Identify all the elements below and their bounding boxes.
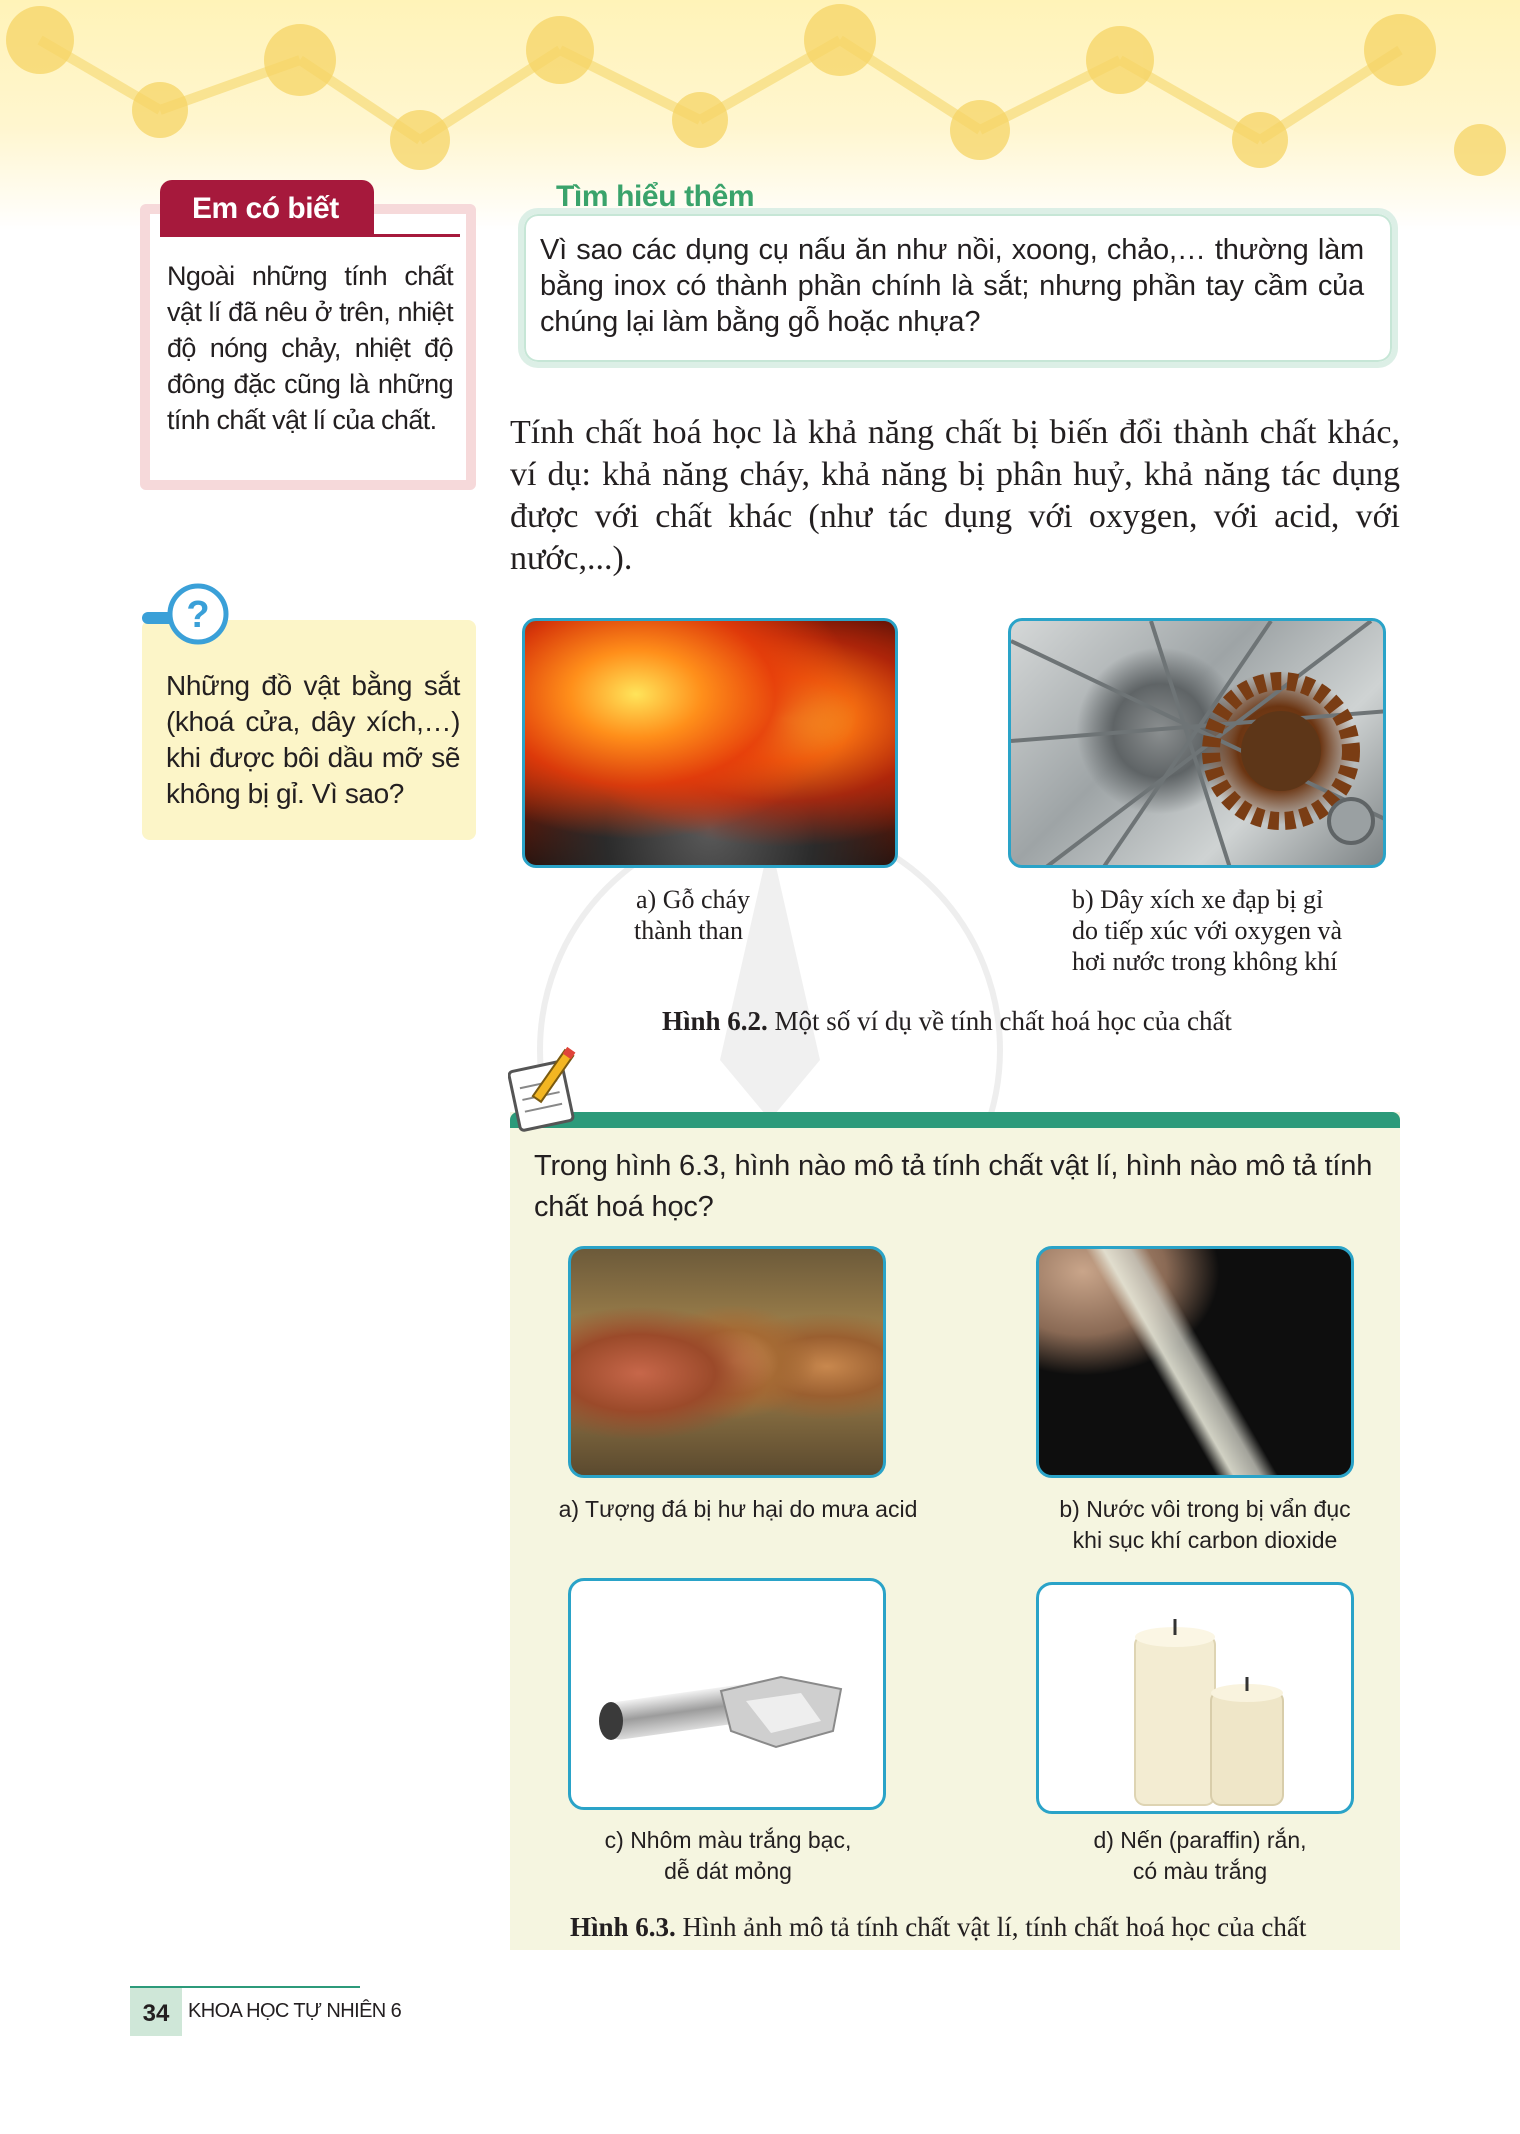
question-text: Những đồ vật bằng sắt (khoá cửa, dây xích,…) khi được bôi dầu mỡ sẽ không bị gỉ. Vì sao? <box>166 670 460 809</box>
cloudy-limewater-test-tube-photo <box>1036 1246 1354 1478</box>
fig-6-2a-caption-line1: a) Gỗ cháy <box>636 885 751 914</box>
eroded-stone-statue-photo <box>568 1246 886 1478</box>
activity-question: Trong hình 6.3, hình nào mô tả tính chất vật lí, hình nào mô tả tính chất hoá học? <box>534 1150 1373 1223</box>
svg-text:?: ? <box>186 594 210 636</box>
rusty-bike-chain-photo <box>1008 618 1386 868</box>
body-paragraph: Tính chất hoá học là khả năng chất bị biến đổi thành chất khác, ví dụ: khả năng cháy, khả năng bị phân huỷ, khả năng tác dụng được với chất khác (như tác dụng với oxygen, với acid, với nước,...). <box>510 414 1400 577</box>
book-title: KHOA HỌC TỰ NHIÊN 6 <box>188 2000 402 2022</box>
fig-6-2b-caption-line3: hơi nước trong không khí <box>1072 947 1338 976</box>
fig-6-2-title: Một số ví dụ về tính chất hoá học của chất <box>774 1006 1232 1036</box>
fig-6-3-label: Hình 6.3. <box>570 1912 676 1942</box>
fig-6-2-label: Hình 6.2. <box>662 1006 768 1036</box>
fig-6-3-title: Hình ảnh mô tả tính chất vật lí, tính chất hoá học của chất <box>682 1912 1307 1942</box>
em-co-biet-title: Em có biết <box>160 180 374 236</box>
page-number: 34 <box>130 1988 182 2036</box>
aluminium-foil-photo <box>568 1578 886 1810</box>
fig-6-3a-caption: a) Tượng đá bị hư hại do mưa acid <box>558 1496 918 1522</box>
question-icon <box>140 572 230 662</box>
fig-6-3c-caption-line1: c) Nhôm màu trắng bạc, <box>604 1827 852 1853</box>
tim-hieu-them-text: Vì sao các dụng cụ nấu ăn như nồi, xoong, chảo,… thường làm bằng inox có thành phần chính là sắt; nhưng phần tay cầm của chúng lại làm bằng gỗ hoặc nhựa? <box>540 234 1364 338</box>
fig-6-3d-caption-line2: có màu trắng <box>1132 1858 1268 1884</box>
em-co-biet-underline <box>160 234 460 237</box>
bike-spokes-icon <box>1011 621 1386 868</box>
fig-6-2b-caption-line1: b) Dây xích xe đạp bị gỉ <box>1072 885 1324 914</box>
fig-6-3-caption <box>570 1912 1306 1943</box>
fig-6-3b-caption-line2: khi sục khí carbon dioxide <box>1072 1527 1338 1553</box>
activity-header-bar <box>510 1112 1400 1128</box>
fig-6-2b-caption-line2: do tiếp xúc với oxygen và <box>1072 916 1343 945</box>
candles-icon <box>1039 1585 1354 1814</box>
fig-6-3d-caption-line1: d) Nến (paraffin) rắn, <box>1093 1827 1307 1853</box>
burning-wood-photo <box>522 618 898 868</box>
fig-6-2a-caption-line2: thành than <box>634 916 744 945</box>
fig-6-3b-caption-line1: b) Nước vôi trong bị vẩn đục <box>1059 1496 1351 1522</box>
fig-6-3c-caption-line2: dễ dát mỏng <box>664 1858 792 1884</box>
notepad-pencil-icon <box>508 1044 588 1134</box>
em-co-biet-text: Ngoài những tính chất vật lí đã nêu ở trên, nhiệt độ nóng chảy, nhiệt độ đông đặc cũng là những tính chất vật lí của chất. <box>167 261 453 435</box>
paraffin-candles-photo <box>1036 1582 1354 1814</box>
fig-6-2-caption <box>662 1006 1232 1037</box>
aluminium-foil-icon <box>571 1581 886 1810</box>
tim-hieu-them-title: Tìm hiểu thêm <box>556 180 755 213</box>
